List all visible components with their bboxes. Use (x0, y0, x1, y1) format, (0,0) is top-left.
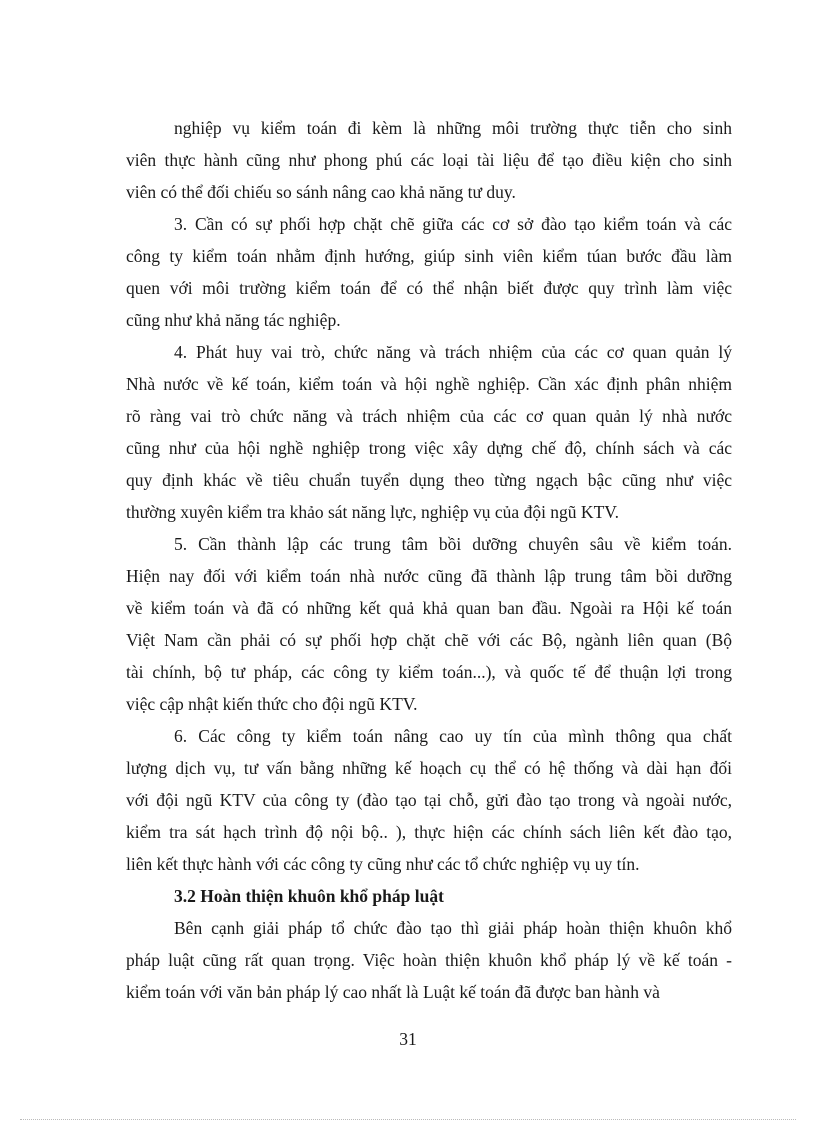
text-line: với đội ngũ KTV của công ty (đào tạo tại chỗ, gửi đào tạo trong và ngoài nước, (126, 790, 732, 810)
text-line: thường xuyên kiểm tra khảo sát năng lực, nghiệp vụ của đội ngũ KTV. (126, 502, 620, 522)
text-line: Nhà nước về kế toán, kiểm toán và hội nghề nghiệp. Cần xác định phân nhiệm (126, 374, 732, 394)
text-line: viên có thể đối chiếu so sánh nâng cao khả năng tư duy. (126, 182, 516, 202)
paragraph-continuation (126, 112, 732, 208)
text-line: quen với môi trường kiểm toán để có thể nhận biết được quy trình làm việc (126, 278, 732, 298)
text-line: cũng như khả năng tác nghiệp. (126, 310, 341, 330)
text-line: liên kết thực hành với các công ty cũng như các tổ chức nghiệp vụ uy tín. (126, 854, 640, 874)
body-text (126, 112, 732, 1008)
paragraph-item-4 (126, 336, 732, 528)
page-number: 31 (399, 1029, 417, 1049)
text-line: nghiệp vụ kiểm toán đi kèm là những môi trường thực tiễn cho sinh (174, 118, 732, 138)
text-line: công ty kiểm toán nhằm định hướng, giúp sinh viên kiểm túan bước đầu làm (126, 246, 732, 266)
paragraph-item-5 (126, 528, 732, 720)
text-line: rõ ràng vai trò chức năng và trách nhiệm của các cơ quan quản lý nhà nước (126, 406, 732, 426)
text-line: cũng như của hội nghề nghiệp trong việc xây dựng chế độ, chính sách và các (126, 438, 732, 458)
text-line: Việt Nam cần phải có sự phối hợp chặt chẽ với các Bộ, ngành liên quan (Bộ (126, 630, 732, 650)
text-line: pháp luật cũng rất quan trọng. Việc hoàn thiện khuôn khổ pháp lý về kế toán - (126, 950, 732, 970)
text-line: quy định khác về tiêu chuẩn tuyển dụng theo từng ngạch bậc cũng như việc (126, 470, 732, 490)
text-line: Hiện nay đối với kiểm toán nhà nước cũng đã thành lập trung tâm bồi dưỡng (126, 566, 732, 586)
text-line: 5. Cần thành lập các trung tâm bồi dưỡng chuyên sâu về kiểm toán. (174, 534, 732, 554)
footer-divider (20, 1119, 796, 1120)
section-paragraph (126, 912, 732, 1008)
text-line: Bên cạnh giải pháp tổ chức đào tạo thì giải pháp hoàn thiện khuôn khổ (174, 918, 732, 938)
section-heading: 3.2 Hoàn thiện khuôn khổ pháp luật (174, 886, 444, 906)
text-line: tài chính, bộ tư pháp, các công ty kiểm toán...), và quốc tế để thuận lợi trong (126, 662, 732, 682)
text-line: viên thực hành cũng như phong phú các loại tài liệu để tạo điều kiện cho sinh (126, 150, 732, 170)
text-line: lượng dịch vụ, tư vấn bằng những kế hoạch cụ thể có hệ thống và dài hạn đối (126, 758, 732, 778)
paragraph-item-3 (126, 208, 732, 336)
text-line: kiểm toán với văn bản pháp lý cao nhất là Luật kế toán đã được ban hành và (126, 982, 660, 1002)
text-line: kiểm tra sát hạch trình độ nội bộ.. ), thực hiện các chính sách liên kết đào tạo, (126, 822, 732, 842)
text-line: 4. Phát huy vai trò, chức năng và trách nhiệm của các cơ quan quản lý (174, 342, 732, 362)
text-line: việc cập nhật kiến thức cho đội ngũ KTV. (126, 694, 418, 714)
text-line: 3. Cần có sự phối hợp chặt chẽ giữa các cơ sở đào tạo kiểm toán và các (174, 214, 732, 234)
text-line: 6. Các công ty kiểm toán nâng cao uy tín của mình thông qua chất (174, 726, 732, 746)
text-line: về kiểm toán và đã có những kết quả khả quan ban đầu. Ngoài ra Hội kế toán (126, 598, 732, 618)
paragraph-item-6 (126, 720, 732, 880)
